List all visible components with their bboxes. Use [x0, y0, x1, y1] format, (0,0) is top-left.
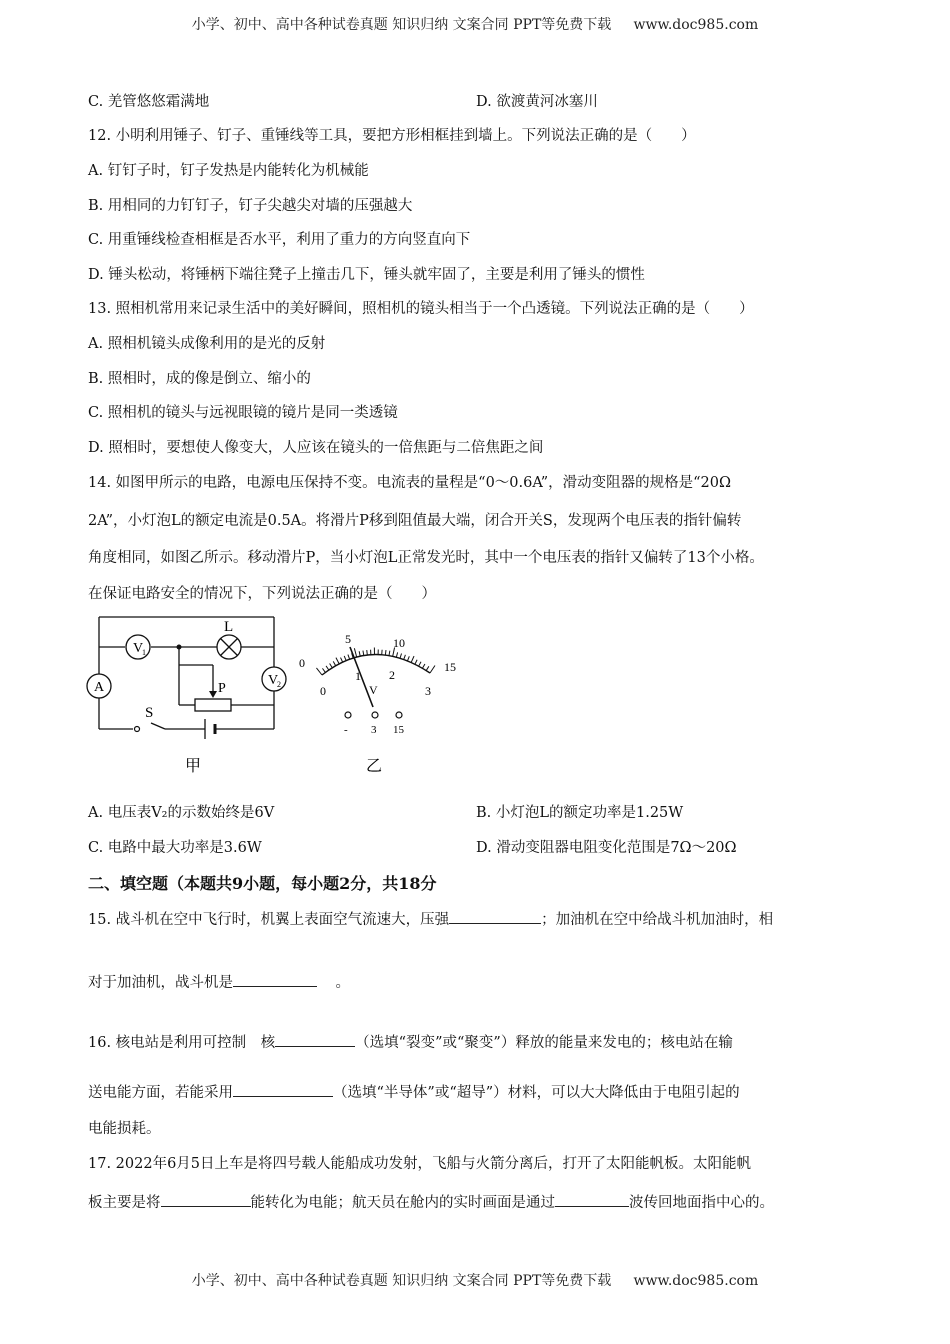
q14-figure [85, 605, 465, 780]
lamp-label: L [224, 619, 234, 635]
meter-tick [341, 658, 343, 663]
q12-option-d: D. 锤头松动，将锤柄下端往凳子上撞击几下，锤头就牢固了，主要是利用了锤头的惯性 [88, 267, 645, 283]
rheostat [195, 699, 231, 711]
q15-line-1 [88, 908, 773, 929]
v2-letter: V [268, 673, 279, 688]
q12-option-b: B. 用相同的力钉钉子，钉子尖越尖对墙的压强越大 [88, 198, 413, 214]
q13-option-c: C. 照相机的镜头与远视眼镜的镜片是同一类透镜 [88, 405, 398, 421]
caption-yi: 乙 [366, 758, 383, 775]
q15-text-2a: 对于加油机，战斗机是 [88, 975, 233, 991]
meter-tick [367, 650, 368, 655]
outer-scale-10: 10 [393, 636, 405, 650]
q17-line-1: 17. 2022年6月5日上车是将四号载人能船成功发射，飞船与火箭分离后，打开了太阳能帆板。太阳能帆 [88, 1156, 752, 1172]
q14-option-a: A. 电压表V₂的示数始终是6V [88, 805, 275, 821]
q16-line-3: 电能损耗。 [88, 1121, 161, 1137]
meter-tick [407, 656, 409, 661]
q16-line-1 [88, 1031, 733, 1052]
terminal-15-label: 15 [393, 724, 404, 736]
q15-blank-2[interactable] [233, 972, 317, 987]
meter-tick [422, 664, 425, 668]
q12-option-c: C. 用重锤线检查相框是否水平，利用了重力的方向竖直向下 [88, 232, 471, 248]
q14-option-b: B. 小灯泡L的额定功率是1.25W [476, 805, 684, 821]
v1-subscript: 1 [142, 648, 146, 657]
q16-text-1b: （选填“裂变”或“聚变”）释放的能量来发电的；核电站在输 [355, 1035, 733, 1051]
q12-option-a: A. 钉钉子时，钉子发热是内能转化为机械能 [88, 163, 369, 179]
v1-letter: V [133, 641, 144, 656]
meter-tick [404, 655, 406, 660]
meter-tick [389, 651, 390, 656]
footer-text: 小学、初中、高中各种试卷真题 知识归纳 文案合同 PPT等免费下载 [191, 1273, 612, 1289]
q11-option-d: D. 欲渡黄河冰塞川 [476, 94, 598, 110]
circuit-diagram [99, 617, 274, 729]
outer-scale-15: 15 [444, 660, 456, 674]
q15-text-2b: 。 [335, 975, 350, 991]
q13-option-d: D. 照相时，要想使人像变大，人应该在镜头的一倍焦距与二倍焦距之间 [88, 440, 544, 456]
q13-option-a: A. 照相机镜头成像利用的是光的反射 [88, 336, 326, 352]
outer-scale-0: 0 [299, 656, 305, 670]
switch-contact-left [135, 727, 140, 732]
q16-text-1a: 16. 核电站是利用可控制 核 [88, 1035, 276, 1051]
meter-tick [326, 666, 329, 670]
q12-stem: 12. 小明利用锤子、钉子、重锤线等工具，要把方形相框挂到墙上。下列说法正确的是（ ） [88, 128, 696, 144]
junction-dot [177, 645, 182, 650]
terminal-15 [396, 712, 402, 718]
meter-tick [363, 651, 364, 656]
meter-tick [344, 656, 346, 661]
q16-line-2 [88, 1081, 740, 1102]
meter-tick [419, 662, 421, 666]
q13-option-b: B. 照相时，成的像是倒立、缩小的 [88, 371, 311, 387]
meter-tick [385, 650, 386, 655]
q13-stem: 13. 照相机常用来记录生活中的美好瞬间，照相机的镜头相当于一个凸透镜。下列说法正确的是（ ） [88, 301, 754, 317]
v2-subscript: 2 [277, 680, 281, 689]
q17-text-2b: 能转化为电能；航天员在舱内的实时画面是通过 [250, 1195, 555, 1211]
q14-line-4: 在保证电路安全的情况下，下列说法正确的是（ ） [88, 586, 436, 602]
meter-tick [359, 651, 360, 656]
q15-blank-1[interactable] [449, 909, 541, 924]
meter-unit: V [369, 683, 378, 697]
q14-line-2: 2A”，小灯泡L的额定电流是0.5A。将滑片P移到阻值最大端，闭合开关S，发现两个电压表的指针偏转 [88, 513, 742, 529]
q15-text-1a: 15. 战斗机在空中飞行时，机翼上表面空气流速大，压强 [88, 912, 450, 928]
page-footer [0, 1270, 950, 1290]
q14-line-1: 14. 如图甲所示的电路，电源电压保持不变。电流表的量程是“0～0.6A”，滑动变阻器的规格是“20Ω [88, 475, 732, 491]
q14-option-d: D. 滑动变阻器电阻变化范围是7Ω～20Ω [476, 840, 737, 856]
meter-tick [400, 654, 401, 659]
section-2-title: 二、填空题（本题共9小题，每小题2分，共18分 [88, 874, 437, 893]
q17-line-2 [88, 1191, 774, 1212]
q16-text-2a: 送电能方面，若能采用 [88, 1085, 233, 1101]
meter-tick [411, 656, 414, 662]
inner-scale-1: 1 [355, 669, 361, 683]
meter-tick [336, 658, 339, 664]
inner-scale-2: 2 [389, 668, 395, 682]
meter-tick [426, 666, 429, 670]
terminal-minus [345, 712, 351, 718]
meter-tick [348, 655, 350, 660]
caption-jia: 甲 [185, 758, 202, 775]
footer-url: www.doc985.com [633, 1273, 759, 1289]
q17-text-2a: 板主要是将 [88, 1195, 161, 1211]
meter-tick [396, 652, 397, 657]
q17-text-2c: 波传回地面指中心的。 [629, 1195, 774, 1211]
q17-blank-2[interactable] [555, 1192, 629, 1207]
terminal-3-label: 3 [371, 724, 377, 736]
q14-option-c: C. 电路中最大功率是3.6W [88, 840, 262, 856]
inner-scale-3: 3 [425, 684, 431, 698]
terminal-3 [372, 712, 378, 718]
meter-tick [333, 661, 335, 665]
header-text: 小学、初中、高中各种试卷真题 知识归纳 文案合同 PPT等免费下载 [191, 17, 612, 33]
q15-line-2 [88, 971, 350, 992]
meter-tick [330, 664, 333, 668]
page-header [0, 14, 950, 34]
slider-arrow [209, 691, 217, 698]
switch-label: S [145, 705, 154, 721]
inner-scale-0: 0 [320, 684, 326, 698]
q16-text-2b: （选填“半导体”或“超导”）材料，可以大大降低由于电阻引起的 [333, 1085, 740, 1101]
q16-blank-2[interactable] [233, 1082, 333, 1097]
header-url: www.doc985.com [633, 17, 759, 33]
meter-tick [415, 660, 417, 664]
q15-text-1b: ；加油机在空中给战斗机加油时，相 [541, 912, 774, 928]
meter-tick [316, 668, 322, 675]
meter-tick [354, 648, 356, 657]
terminal-minus-label: - [344, 724, 348, 736]
ammeter-label: A [94, 680, 105, 695]
outer-scale-5: 5 [345, 632, 351, 646]
q11-option-c: C. 羌管悠悠霜满地 [88, 94, 210, 110]
q14-line-3: 角度相同，如图乙所示。移动滑片P，当小灯泡L正常发光时，其中一个电压表的指针又偏转了13个小格。 [88, 550, 764, 566]
slider-label: P [218, 681, 226, 696]
q17-blank-1[interactable] [161, 1192, 251, 1207]
meter-tick [430, 666, 435, 673]
meter-tick [322, 668, 325, 672]
voltmeter-dial [299, 632, 456, 736]
q16-blank-1[interactable] [275, 1032, 355, 1047]
